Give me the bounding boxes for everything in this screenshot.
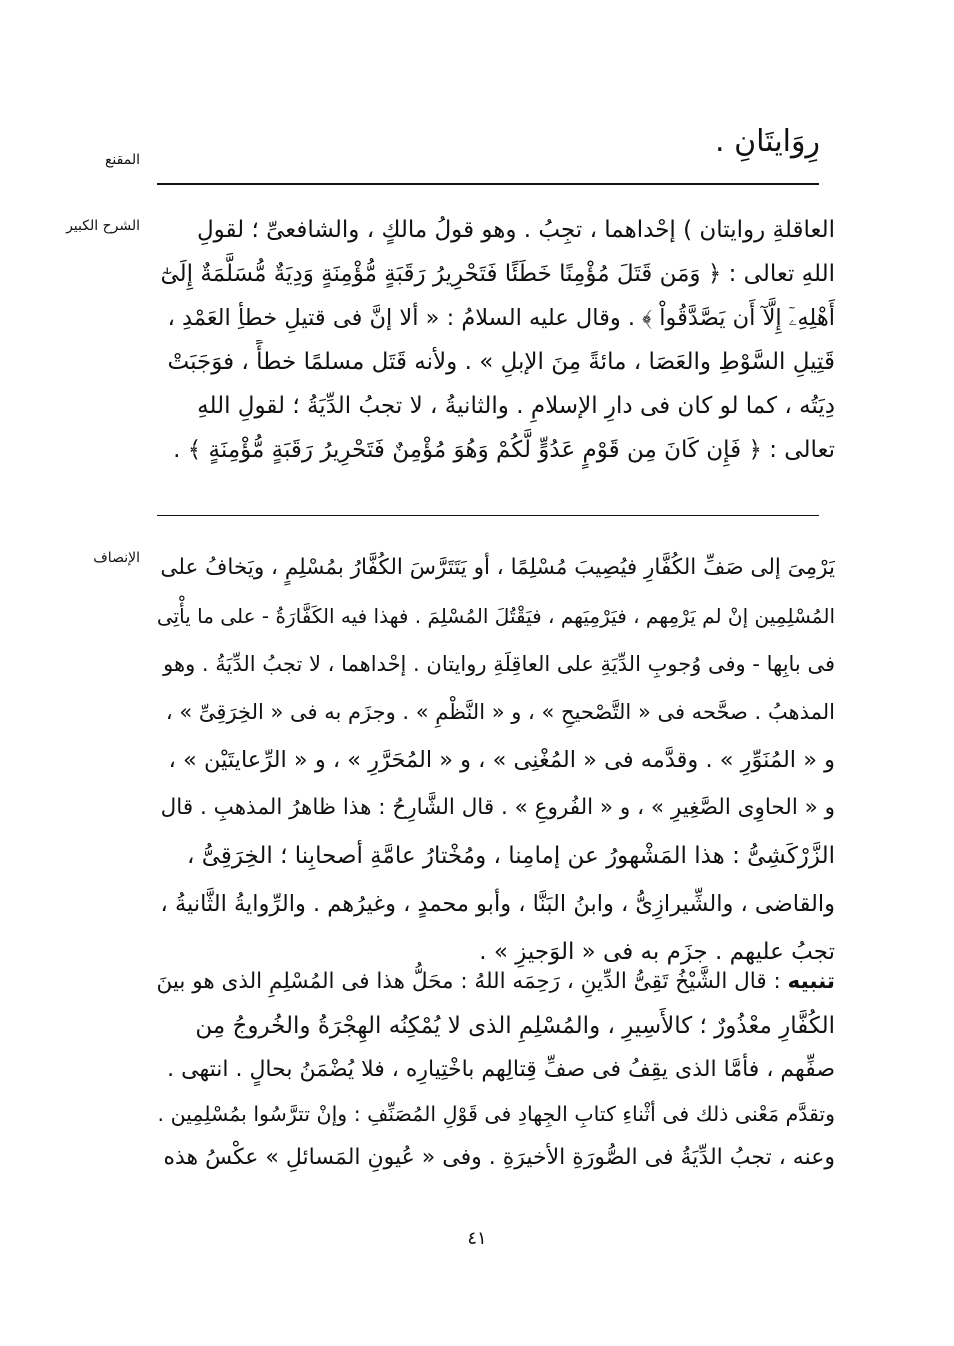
tanbih-line: وعنه ، تجبُ الدِّيَةُ فى الصُّورَةِ الأخيرَةِ . وفى « عُيونِ المَسائلِ » عكْسُ هذه — [163, 1145, 835, 1170]
matn-continuation: رِوَايتَانِ . — [715, 124, 820, 159]
insaf-line: فى بابِها - وفى وُجوبِ الدِّيَةِ على العاقِلَةِ روايتان . إحْداهما ، لا تجبُ الدِّيَةُ . وهو — [163, 652, 835, 676]
insaf-line: يَرْمِىَ إلى صَفِّ الكُفَّارِ فيُصِيبَ مُسْلِمًا ، أو يَتَتَرَّسَ الكُفَّارُ بمُسْلِمٍ ، ويَخافُ على — [160, 555, 835, 580]
top-rule — [157, 183, 819, 185]
insaf-line: والقاضى ، والشِّيرازِىُّ ، وابنُ البَنَّا ، وأبو محمدٍ ، وغيرُهم . والرِّوايةُ الثَّانيةُ ، — [160, 891, 835, 917]
tanbih-line: صفِّهم ، فأمَّا الذى يقِفُ فى صفِّ قِتالِهم باخْتِيارِه ، فلا يُضْمَنُ بحالٍ . انتهى . — [167, 1057, 835, 1082]
insaf-line: و « المُنَوِّرِ » . وقدَّمه فى « المُغْنِى » ، و « المُحَرَّرِ » ، و « الرِّعايتَيْن » ، — [168, 747, 835, 773]
sharh-line: أَهْلِهِۦٓ إِلَّآ أَن يَصَّدَّقُواْ ﴾ . وقال عليه السلامُ : « ألا إنَّ فى قتيلِ خطأِ العَمْدِ ، — [167, 305, 835, 331]
tanbih-line-text: : قال الشَّيْخُ تَقِىُّ الدِّينِ ، رَحِمَه اللهُ : محَلُّ هذا فى المُسْلِمِ الذى هو بينَ — [156, 969, 781, 994]
muqni-label: المقنع — [104, 152, 140, 168]
sharh-line: تعالى : ﴿ فَإِن كَانَ مِن قَوْمٍ عَدُوٍّ لَّكُمْ وَهُوَ مُؤْمِنٌ فَتَحْرِيرُ رَقَبَةٍ مُّؤْمِنَةٍ ﴾ . — [173, 437, 835, 463]
page-number: ٤١ — [467, 1228, 487, 1249]
insaf-line: و « الحاوِى الصَّغِيرِ » ، و « الفُروعِ » . قال الشَّارِحُ : هذا ظاهرُ المذهبِ . قال — [160, 795, 835, 820]
sharh-line: دِيَتُه ، كما لو كان فى دارِ الإسلامِ . والثانيةُ ، لا تجبُ الدِّيَةُ ؛ لقولِ اللهِ — [197, 393, 835, 419]
tanbih-line — [155, 960, 835, 1004]
tanbih-line: وتقدَّم مَعْنى ذلك فى أثْناءِ كتابِ الجِهادِ فى قَوْلِ المُصَنِّفِ : وإنْ تترَّسُوا بمُسْلِمِين . — [157, 1102, 835, 1126]
sharh-label: الشرح الكبير — [66, 218, 140, 234]
insaf-label: الإنصاف — [93, 550, 140, 566]
tanbih-text — [155, 960, 835, 1180]
insaf-line: المُسْلِمِين إنْ لم يَرْمِهم ، فيَرْمِيَهم ، فيَقْتُلَ المُسْلِمَ . فهذا فيه الكَفَّارَةُ - على ما يأْتِى — [156, 604, 835, 628]
insaf-line: الزَّرْكَشِىُّ : هذا المَشْهورُ عن إمامِنا ، ومُخْتارُ عامَّةِ أصحابِنا ؛ الخِرَقِىُّ ، — [186, 843, 835, 869]
sharh-text — [155, 208, 835, 472]
sharh-line: العاقلةِ روايتان ) إحْداهما ، تجِبُ . وهو قولُ مالكٍ ، والشافعىِّ ؛ لقولِ — [196, 217, 835, 243]
insaf-line: المذهبُ . صحَّحه فى « التَّصْحيحِ » ، و « النَّظْمِ » . وجزَم به فى « الخِرَقِىِّ » ، — [165, 700, 835, 724]
insaf-text — [155, 544, 835, 976]
middle-rule — [157, 515, 819, 516]
tanbih-label: تنبيه — [787, 969, 835, 994]
tanbih-line: الكُفَّارِ معْذُورٌ ؛ كالأَسِيرِ ، والمُسْلِمِ الذى لا يُمْكِنُه الهِجْرَةُ والخُروجُ مِن — [195, 1013, 835, 1039]
insaf-line: تجبُ عليهم . جزَم به فى « الوَجيزِ » . — [479, 939, 835, 965]
sharh-line: اللهِ تعالى : ﴿ وَمَن قَتَلَ مُؤْمِنًا خَطَئًا فَتَحْرِيرُ رَقَبَةٍ مُّؤْمِنَةٍ وَدِيَةٌ مُّسَلَّمَةٌ إِلَىٰٓ — [160, 261, 835, 287]
sharh-line: قَتِيلِ السَّوْطِ والعَصَا ، مائةً مِنَ الإبلِ » . ولأنه قَتَل مسلمًا خطأً ، فوَجَبَتْ — [167, 349, 835, 375]
